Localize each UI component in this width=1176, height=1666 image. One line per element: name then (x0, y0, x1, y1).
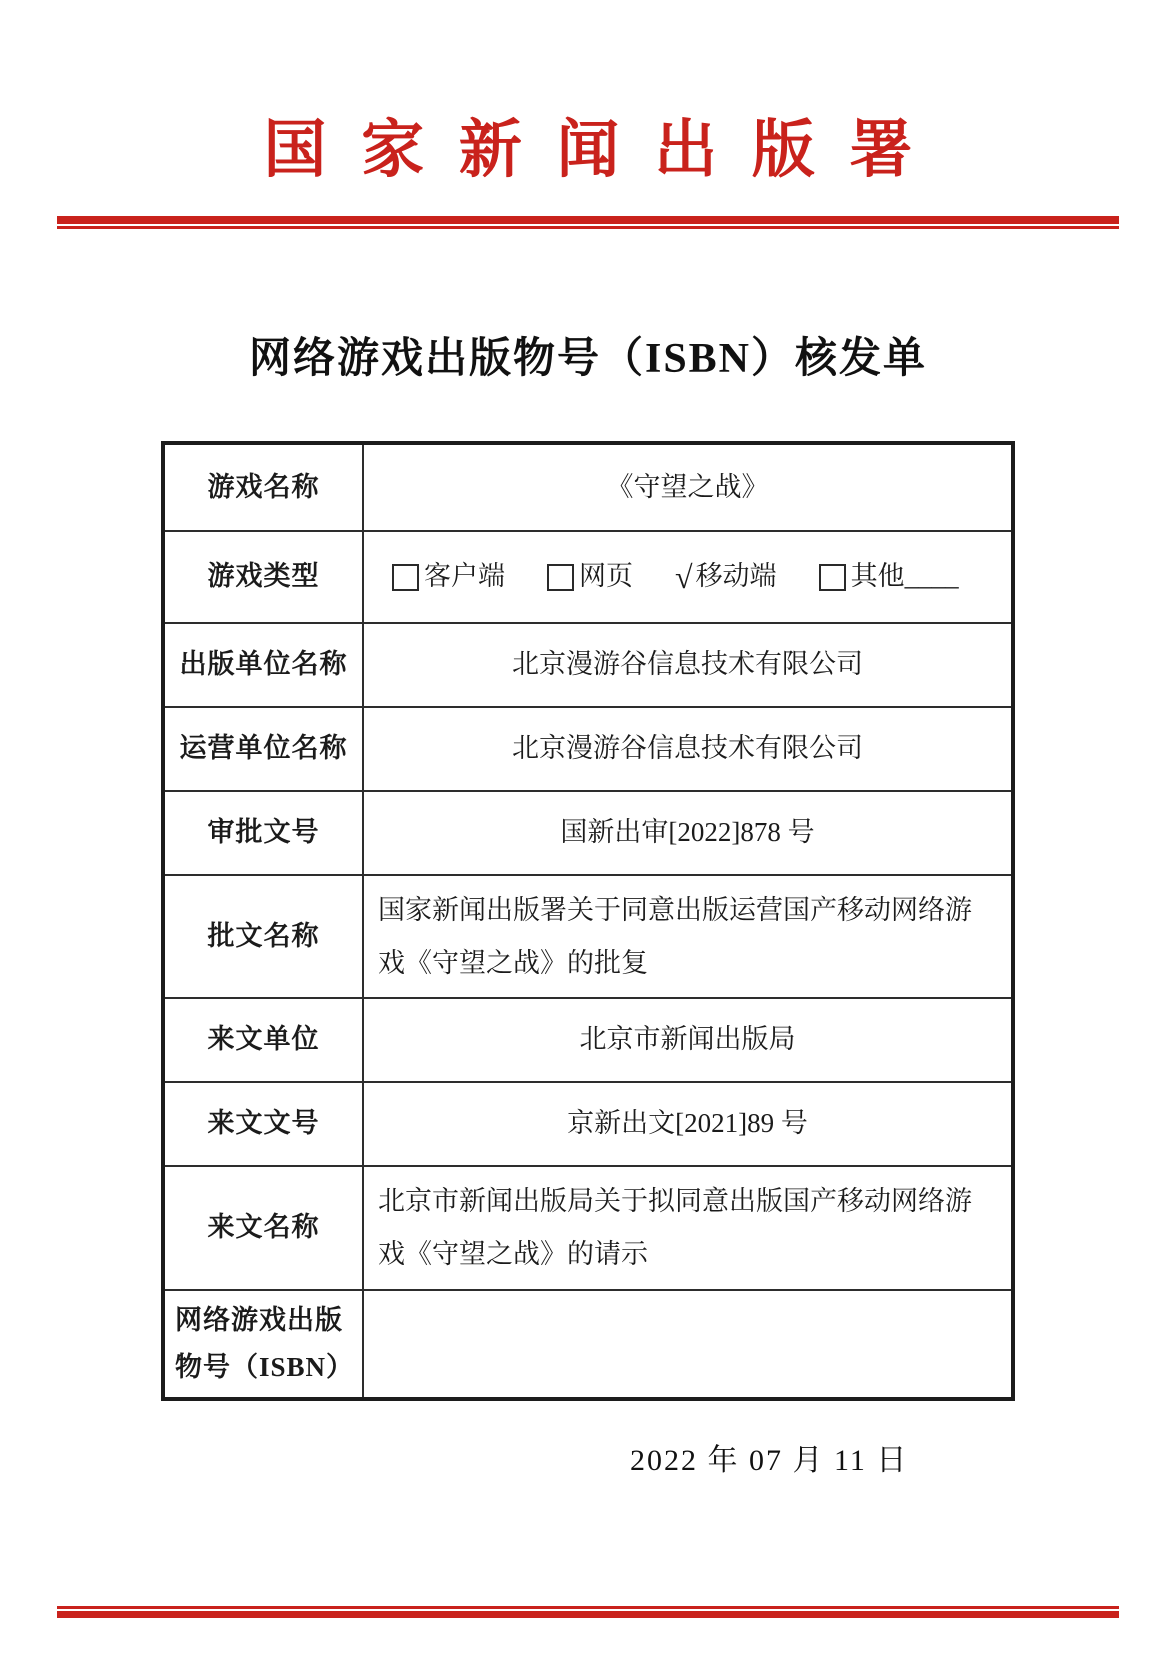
table-row-approval-title (163, 875, 1013, 998)
table-row-source-number (163, 1082, 1013, 1166)
checkbox-icon (819, 564, 846, 591)
option-label: 移动端 (695, 561, 777, 592)
game-type-label: 游戏类型 (163, 531, 363, 623)
issue-date: 2022 年 07 月 11 日 (630, 1444, 909, 1478)
publisher-label: 出版单位名称 (163, 623, 363, 707)
check-icon: √ (675, 559, 693, 595)
source-unit-label: 来文单位 (163, 998, 363, 1082)
blank-line: ____ (904, 561, 959, 592)
option-client (392, 556, 505, 598)
option-other (819, 556, 959, 598)
publisher-value: 北京漫游谷信息技术有限公司 (363, 623, 1013, 707)
source-number-label: 来文文号 (163, 1082, 363, 1166)
letterhead-rule (57, 216, 1119, 229)
approval-title-label: 批文名称 (163, 875, 363, 998)
option-web (547, 556, 633, 598)
checkbox-icon (392, 564, 419, 591)
game-type-options (364, 556, 1011, 598)
option-label: 其他 (850, 561, 905, 592)
table-row-publisher (163, 623, 1013, 707)
page-title: 网络游戏出版物号（ISBN）核发单 (248, 336, 928, 382)
game-name-value: 《守望之战》 (363, 443, 1013, 531)
source-title-label: 来文名称 (163, 1166, 363, 1289)
approval-number-value: 国新出审[2022]878 号 (363, 791, 1013, 875)
rule-thick-line (57, 1611, 1119, 1618)
footer-rule (57, 1606, 1119, 1618)
issuance-form-table (161, 441, 1015, 1401)
checkbox-icon (547, 564, 574, 591)
option-mobile (675, 556, 777, 598)
option-label: 客户端 (424, 561, 505, 592)
approval-number-label: 审批文号 (163, 791, 363, 875)
table-row-isbn (163, 1290, 1013, 1400)
option-label: 网页 (579, 561, 633, 592)
source-unit-value: 北京市新闻出版局 (363, 998, 1013, 1082)
table-row-source-title (163, 1166, 1013, 1289)
approval-title-value: 国家新闻出版署关于同意出版运营国产移动网络游戏《守望之战》的批复 (363, 875, 1013, 998)
source-title-value: 北京市新闻出版局关于拟同意出版国产移动网络游戏《守望之战》的请示 (363, 1166, 1013, 1289)
table-row-game-name (163, 443, 1013, 531)
agency-title: 国家新闻出版署 (263, 115, 948, 185)
isbn-label: 网络游戏出版物号（ISBN） (163, 1290, 363, 1400)
table-row-source-unit (163, 998, 1013, 1082)
table-row-operator (163, 707, 1013, 791)
isbn-value (363, 1290, 1013, 1400)
rule-thick-line (57, 216, 1119, 224)
operator-value: 北京漫游谷信息技术有限公司 (363, 707, 1013, 791)
game-name-label: 游戏名称 (163, 443, 363, 531)
rule-thin-line (57, 226, 1119, 229)
source-number-value: 京新出文[2021]89 号 (363, 1082, 1013, 1166)
operator-label: 运营单位名称 (163, 707, 363, 791)
table-row-game-type (163, 531, 1013, 623)
table-row-approval-number (163, 791, 1013, 875)
